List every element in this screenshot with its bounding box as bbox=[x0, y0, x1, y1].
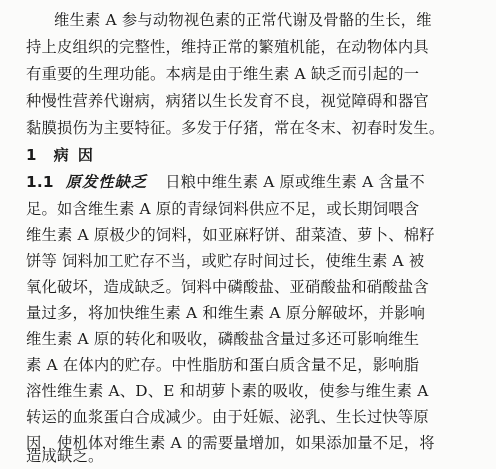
paragraph-line: 因，使机体对维生素 A 的需要量增加，如果添加量不足，将 bbox=[26, 434, 435, 452]
paragraph-line: 维生素 A 原极少的饲料，如亚麻籽饼、甜菜渣、萝卜、棉籽 bbox=[26, 226, 435, 244]
section-number: 1 bbox=[26, 146, 39, 164]
paragraph-line: 维生素 A 原的转化和吸收，磷酸盐含量过多还可影响维生 bbox=[26, 330, 420, 348]
subsection-title: 原发性缺乏 bbox=[65, 173, 148, 191]
paragraph-line: 饼等 饲料加工贮存不当，或贮存时间过长，使维生素 A 被 bbox=[26, 252, 425, 270]
section-heading bbox=[26, 143, 478, 168]
section-title: 病 因 bbox=[53, 146, 95, 164]
paragraph-line: 足。如含维生素 A 原的青绿饲料供应不足，或长期饲喂含 bbox=[26, 200, 420, 218]
paragraph-line: 造成缺乏。 bbox=[26, 447, 104, 465]
paragraph-line: 黏膜损伤为主要特征。多发于仔猪，常在冬末、初春时发生。 bbox=[26, 119, 445, 137]
paragraph-line: 种慢性营养代谢病，病猪以生长发育不良，视觉障碍和器官 bbox=[26, 92, 429, 110]
paragraph-line: 量过多，将加快维生素 A 和维生素 A 原分解破坏，并影响 bbox=[26, 304, 426, 322]
paragraph-line: 有重要的生理功能。本病是由于维生素 A 缺乏而引起的一 bbox=[26, 65, 420, 83]
paragraph-line: 氧化破坏，造成缺乏。饲料中磷酸盐、亚硝酸盐和硝酸盐含 bbox=[26, 278, 429, 296]
paragraph-line: 日粮中维生素 A 原或维生素 A 含量不 bbox=[165, 173, 425, 191]
subsection-number: 1.1 bbox=[26, 173, 54, 191]
paragraph-line: 维生素 A 参与动物视色素的正常代谢及骨骼的生长，维 bbox=[54, 11, 432, 29]
paragraph-line: 溶性维生素 A、D、E 和胡萝卜素的吸收，使参与维生素 A bbox=[26, 382, 429, 400]
paragraph-line: 持上皮组织的完整性，维持正常的繁殖机能，在动物体内具 bbox=[26, 38, 429, 56]
paragraph-line: 素 A 在体内的贮存。中性脂肪和蛋白质含量不足，影响脂 bbox=[26, 356, 420, 374]
subsection-heading-line bbox=[26, 170, 478, 195]
paragraph-line: 转运的血浆蛋白合成减少。由于妊娠、泌乳、生长过快等原 bbox=[26, 408, 429, 426]
